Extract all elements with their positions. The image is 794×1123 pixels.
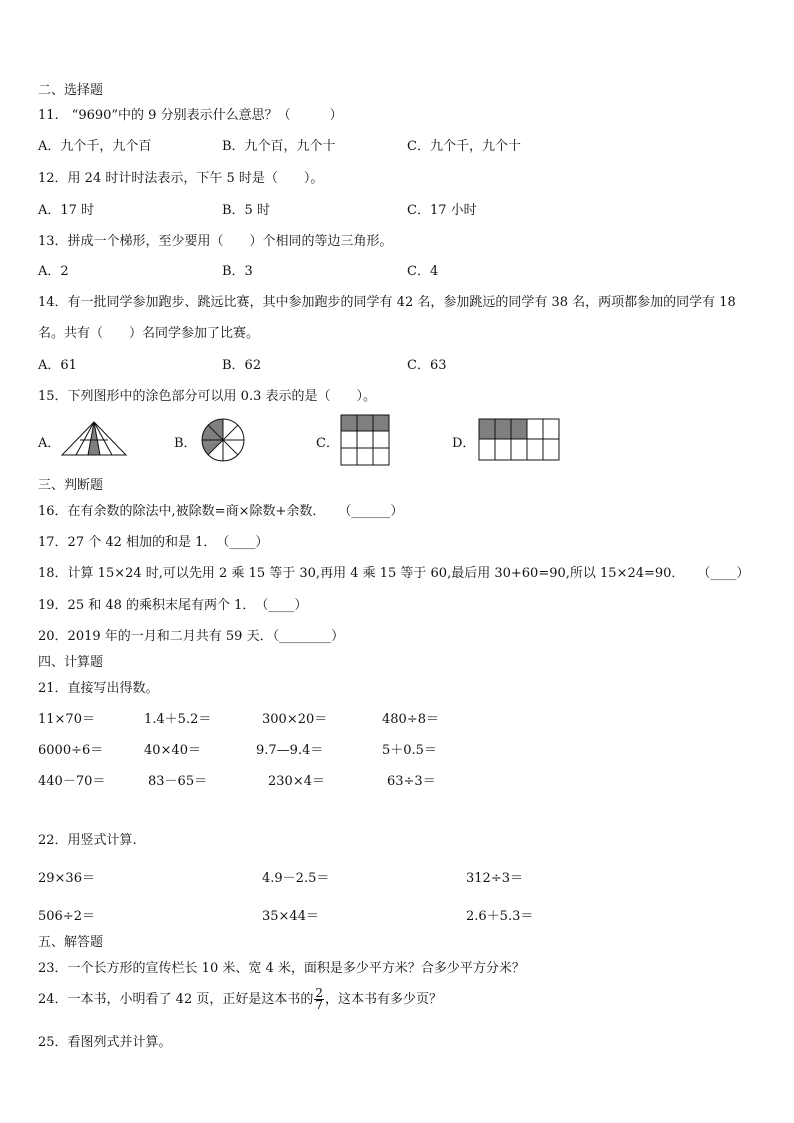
calc-item: 63÷3＝ <box>387 774 436 789</box>
question-24 <box>38 988 442 1011</box>
vertical-calc-item: 2.6＋5.3＝ <box>466 909 534 924</box>
question-13-option-c: C．4 <box>407 264 439 279</box>
shaded-circle-figure <box>201 418 245 462</box>
fraction <box>314 988 324 1011</box>
shaded-triangle-figure <box>60 420 128 458</box>
question-19: 19．25 和 48 的乘积末尾有两个 1． （____） <box>38 598 308 613</box>
question-16: 16．在有余数的除法中,被除数=商×除数+余数． （______） <box>38 504 404 519</box>
question-21-stem: 21．直接写出得数。 <box>38 681 159 696</box>
calc-item: 6000÷6＝ <box>38 743 104 758</box>
question-17: 17．27 个 42 相加的和是 1． （____） <box>38 535 269 550</box>
calc-item: 9.7—9.4＝ <box>256 743 324 758</box>
question-14-option-a: A．61 <box>38 358 77 373</box>
calc-item: 40×40＝ <box>144 743 201 758</box>
question-11-option-c: C．九个千，九个十 <box>407 139 521 154</box>
question-11-stem: 11. “9690”中的 9 分别表示什么意思？（ ） <box>38 108 343 123</box>
question-15-option-b: B． <box>174 436 197 451</box>
vertical-calc-item: 312÷3＝ <box>466 871 523 886</box>
section-choice-title: 二、选择题 <box>38 83 104 98</box>
question-12-option-b: B．5 时 <box>222 203 270 218</box>
calc-item: 300×20＝ <box>262 712 328 727</box>
calc-item: 230×4＝ <box>268 774 325 789</box>
shaded-grid-5x2-figure <box>478 418 560 462</box>
question-24-text-after: ，这本书有多少页？ <box>325 992 443 1007</box>
section-solve-title: 五、解答题 <box>38 935 104 950</box>
calc-item: 11×70＝ <box>38 712 95 727</box>
question-24-text-before: 24．一本书，小明看了 42 页，正好是这本书的 <box>38 992 314 1007</box>
question-13-option-b: B．3 <box>222 264 253 279</box>
question-11-option-a: A．九个千，九个百 <box>38 139 152 154</box>
vertical-calc-item: 4.9－2.5＝ <box>262 871 330 886</box>
question-15-stem: 15．下列图形中的涂色部分可以用 0.3 表示的是（ ）。 <box>38 389 376 404</box>
question-13-option-a: A．2 <box>38 264 69 279</box>
question-12-option-c: C．17 小时 <box>407 203 477 218</box>
vertical-calc-item: 506÷2＝ <box>38 909 95 924</box>
vertical-calc-item: 35×44＝ <box>262 909 319 924</box>
fraction-numerator: 2 <box>315 986 323 1000</box>
question-15-option-d: D． <box>452 436 476 451</box>
question-18: 18．计算 15×24 时,可以先用 2 乘 15 等于 30,再用 4 乘 15 等于 60,最后用 30+60=90,所以 15×24=90． （____） <box>38 566 750 581</box>
question-12-option-a: A．17 时 <box>38 203 95 218</box>
calc-item: 480÷8＝ <box>382 712 439 727</box>
question-14-stem-line1: 14．有一批同学参加跑步、跳远比赛，其中参加跑步的同学有 42 名，参加跳远的同学有 38 名，两项都参加的同学有 18 <box>38 295 736 310</box>
question-11-option-b: B．九个百，九个十 <box>222 139 336 154</box>
question-14-stem-line2: 名。共有（ ）名同学参加了比赛。 <box>38 326 260 341</box>
question-22-stem: 22．用竖式计算. <box>38 833 137 848</box>
fraction-denominator: 7 <box>315 998 323 1012</box>
question-25: 25．看图列式并计算。 <box>38 1035 172 1050</box>
question-23: 23．一个长方形的宣传栏长 10 米、宽 4 米，面积是多少平方米？合多少平方分米？ <box>38 961 525 976</box>
calc-item: 83－65＝ <box>148 774 208 789</box>
calc-item: 5＋0.5＝ <box>382 743 437 758</box>
question-13-stem: 13．拼成一个梯形，至少要用（ ）个相同的等边三角形。 <box>38 234 393 249</box>
question-15-option-c: C． <box>316 436 339 451</box>
section-judge-title: 三、判断题 <box>38 478 104 493</box>
question-15-option-a: A． <box>38 436 61 451</box>
calc-item: 1.4＋5.2＝ <box>144 712 212 727</box>
calc-item: 440－70＝ <box>38 774 106 789</box>
vertical-calc-item: 29×36＝ <box>38 871 95 886</box>
question-20: 20．2019 年的一月和二月共有 59 天．（________） <box>38 629 345 644</box>
question-12-stem: 12．用 24 时计时法表示，下午 5 时是（ ）。 <box>38 171 324 186</box>
shaded-grid-3x3-figure <box>340 414 390 466</box>
section-calc-title: 四、计算题 <box>38 655 104 670</box>
question-14-option-b: B．62 <box>222 358 262 373</box>
question-14-option-c: C．63 <box>407 358 447 373</box>
